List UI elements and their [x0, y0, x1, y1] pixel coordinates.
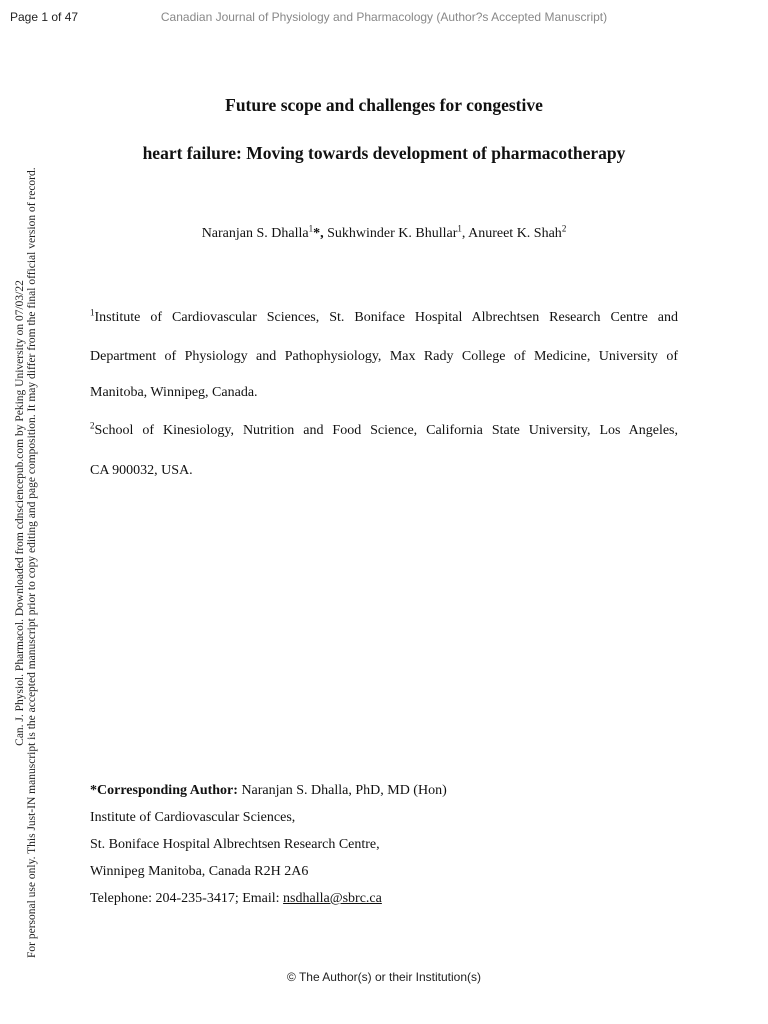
author-3: Anureet K. Shah$^2$	[468, 223, 567, 241]
affiliation-1-line-1: $^1$Institute of Cardiovascular Sciences, St. Boniface Hospital Albrechtsen Research Centre and	[90, 307, 678, 325]
corresponding-city: Winnipeg Manitoba, Canada R2H 2A6	[90, 864, 309, 879]
author-2: Sukhwinder K. Bhullar$^1$,	[327, 223, 469, 241]
author-1: Naranjan S. Dhalla$^1$*,	[201, 223, 328, 241]
corresponding-institute: Institute of Cardiovascular Sciences,	[90, 810, 296, 825]
corresponding-centre: St. Boniface Hospital Albrechtsen Research Centre,	[90, 837, 380, 852]
corresponding-author: *Corresponding Author: Naranjan S. Dhalla, PhD, MD (Hon)	[90, 783, 447, 798]
affiliation-2-line-2: CA 900032, USA.	[90, 463, 193, 478]
affiliation-1-line-2: Department of Physiology and Pathophysiology, Max Rady College of Medicine, University of	[90, 349, 678, 364]
affiliation-1-line-3: Manitoba, Winnipeg, Canada.	[90, 385, 258, 400]
side-download-note	[14, 68, 38, 958]
journal-header: Canadian Journal of Physiology and Pharmacology (Author?s Accepted Manuscript)	[160, 10, 608, 24]
side-note-line-2: For personal use only. This Just-IN manuscript is the accepted manuscript prior to copy editing and page composition. It may differ from the final official version of record.	[26, 167, 38, 958]
copyright-footer: © The Author(s) or their Institution(s)	[286, 970, 482, 984]
email-link[interactable]: nsdhalla@sbrc.ca	[283, 891, 382, 906]
affiliation-2-line-1: $^2$School of Kinesiology, Nutrition and Food Science, California State University, Los Angeles,	[90, 420, 678, 438]
page-number: Page 1 of 47	[10, 10, 79, 24]
corresponding-contact: Telephone: 204-235-3417; Email: nsdhalla@sbrc.ca	[90, 891, 382, 906]
author-list	[0, 223, 768, 242]
side-note-line-1: Can. J. Physiol. Pharmacol. Downloaded from cdnsciencepub.com by Peking University on 07/03/22	[14, 280, 26, 746]
title-line-2: heart failure: Moving towards development of pharmacotherapy	[142, 143, 626, 163]
title-line-1: Future scope and challenges for congestive	[225, 95, 543, 115]
corresponding-label: *Corresponding Author:	[90, 783, 238, 798]
